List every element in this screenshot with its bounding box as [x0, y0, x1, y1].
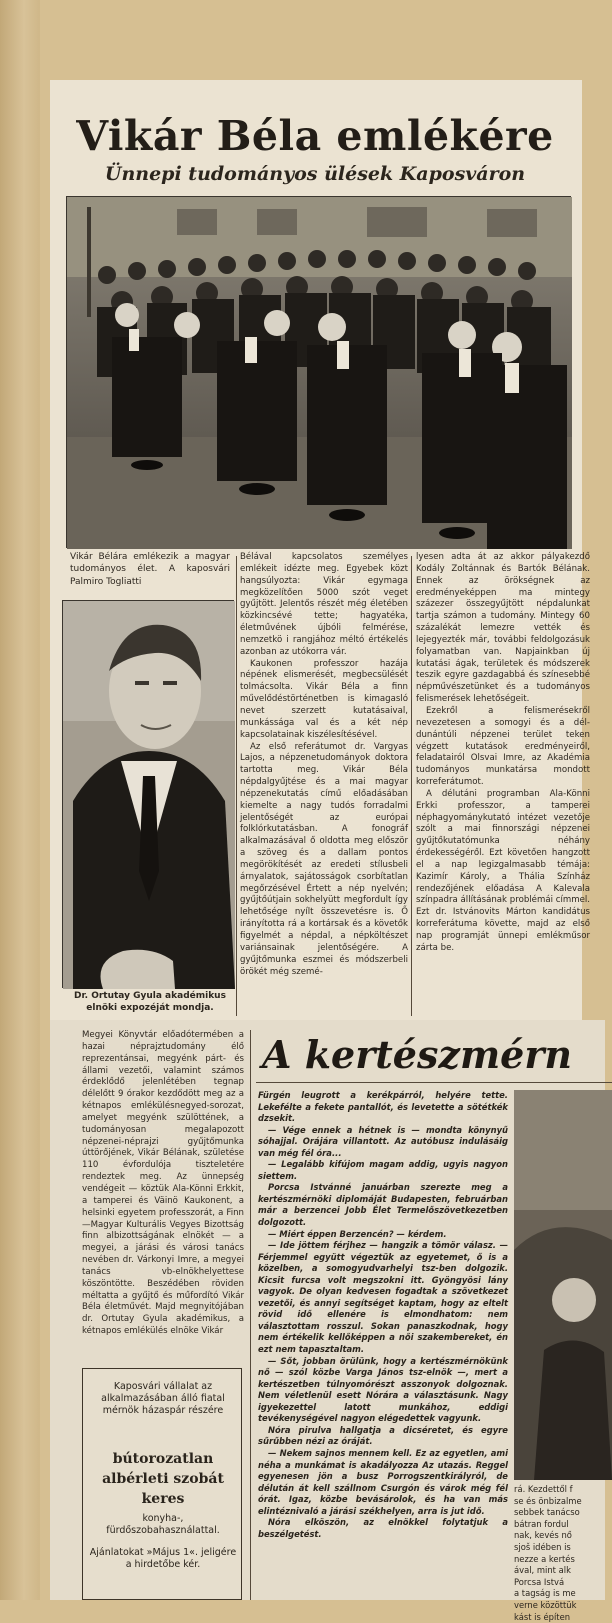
column-rule — [250, 1030, 251, 1600]
speaker-portrait — [63, 601, 235, 989]
text-fragment: sebbek tanácso — [514, 1507, 580, 1518]
paragraph: — Miért éppen Berzencén? — kérdem. — [268, 1228, 447, 1239]
greenhouse-illustration — [514, 1090, 612, 1480]
paragraph: Nóra elköszön, az elnökkel folytatjuk a beszélgetést. — [258, 1517, 508, 1539]
paragraph: — Sőt, jobban örülünk, hogy a kertészmérnökünk nő — szól közbe Varga János tsz-elnök —, mert a kertészetben túlnyomórészt asszonyok dolgoznak. Nem véletlenül esett Nórára a választásunk. Nagy igyekezettel latott munkához, eddigi tevékenységével nagyon elégedettek vagyunk. — [258, 1355, 508, 1424]
paragraph: — Legalább kifújom magam addig, ugyis nagyon siettem. — [258, 1159, 508, 1181]
ad-detail: konyha-, fürdőszobahasználattal. — [106, 1513, 220, 1536]
ad-intro: Kaposvári vállalat az alkalmazásában álló fiatal mérnök házaspár részére — [101, 1381, 225, 1416]
article-headline: Vikár Béla emlékére — [76, 112, 554, 160]
article-column-right — [416, 552, 590, 955]
paragraph: Porcsa Istvánné januárban szerezte meg a kertészmérnöki diplomáját Budapesten, februárban már a berzencei Jobb Élet Termelőszövetkezetben dolgozott. — [258, 1182, 508, 1228]
text-fragment: ával, mint alk — [514, 1565, 571, 1576]
text-fragment: se és önbizalme — [514, 1495, 582, 1506]
paragraph: Fürgén leugrott a kerékpárról, helyére tette. Lekefélte a fekete pantallót, és levetette a sötétkék dzsekit. — [258, 1090, 508, 1124]
paragraph: Bélával kapcsolatos személyes emlékeit idézte meg. Egyebek közt hangsúlyozta: Vikár egymaga megközelítően 5000 szót veget gyűjtött. Jelentős részét még életében közkincsévé tette; hagyatéka, életművének újbóli felmérése, nemzetkö i rangjához méltó értékelés azonban az utókorra vár. — [240, 552, 408, 657]
paragraph: Kaukonen professzor hazája népének elismerését, megbecsülését tolmácsolta. Vikár Béla a finn művelődéstörténetben is kimagasló nevet szerzett kutatásaival, munkássága val és a két nép kapcsolatainak kiszélesítésével. — [240, 658, 408, 740]
paragraph: Megyei Könyvtár előadótermében a hazai néprajztudomány élő reprezentánsai, megyénk párt- és állami vezetői, valamint számos érdeklődő jelenlétében tegnap délelőtt 9 órakor kezdődött meg az a kétnapos emlékülésnegyed-sorozat, amelyet megyénk szülöttének, a tudományosan megalapozott népzenei-néprajzi gyűjtőmunka úttörőjének, Vikár Bélának, születése 110 évfordulója tiszteletére rendeztek meg. Az ünnepség vendégeit — köztük Ala-Könni Erkkit, a tamperei és Väinö Kaukonent, a helsinki egyetem professzorát, a Finn—Magyar Kulturális Vegyes Bizottság finn albizottságának elnökét — a megyei, a járási és városi tanács nevében dr. Várkonyi Imre, a megyei tanács vb-elnökhelyettese köszöntötte. Beszédében röviden méltatta a gyűjtő és műfordító Vikár Béla életművét. Majd megnyitójában dr. Ortutay Gyula akadémikus, a kétnapos emlékülés elnöke Vikár — [82, 1030, 244, 1337]
classified-ad — [82, 1368, 242, 1600]
portrait-caption: Dr. Ortutay Gyula akadémikus elnöki expozéját mondja. — [74, 991, 226, 1014]
photo-caption: Vikár Bélára emlékezik a magyar tudományos élet. A kaposvári Palmiro Togliatti — [70, 552, 230, 587]
text-fragment: nak, kevés nő — [514, 1530, 572, 1541]
text-fragment: bátran fordul — [514, 1518, 569, 1529]
text-fragment: nezze a kertés — [514, 1553, 575, 1564]
second-article-body — [258, 1090, 508, 1540]
headline-rule — [256, 1082, 612, 1083]
second-article-photo — [514, 1090, 612, 1480]
column-rule — [411, 556, 412, 1016]
article-column-middle — [240, 552, 408, 978]
paragraph: A délutáni programban Ala-Könni Erkki professzor, a tamperei néphagyománykutató intézet vezetője szólt a mai finnországi népzenei gyűjtőkutatómunka néhány érdekességéről. Ezt követően hangzott el a nap legizgalmasabb témája: Kazimír Károly, a Thália Színház rendezőjének előadása A Kalevala színpadra állításának problémái címmel. Ezt dr. Istvánovits Márton kandidátus korreferátuma követte, majd az első nap programját ünnepi emlékműsor zárta be. — [416, 788, 590, 953]
second-article-headline: A kertészmérn — [262, 1032, 572, 1077]
paragraph: — Ide jöttem férjhez — hangzik a tömör válasz. — Férjemmel együtt végeztük az egyetemet, ő is a közelben, a somogyudvarhelyi tsz-ben dolgozik. Kicsit furcsa volt megszokni itt. Gyöngyösi lány vagyok. De olyan kedvesen fogadtak a szövetkezet vezetői, és annyi segítséget kaptam, hogy az eltelt rövid idő ellenére is elmondhatom: nem választottam rosszul. Sokan panaszkodnak, hogy nem értékelik kellőképpen a női szakembereket, én ezt nem tapasztaltam. — [258, 1240, 508, 1355]
assembly-photo — [66, 196, 571, 548]
paragraph: — Vége ennek a hétnek is — mondta könynyű sóhajjal. Orájára villantott. Az autóbusz indulásáig van még fél óra... — [258, 1124, 508, 1158]
text-fragment: kást is építen — [514, 1611, 571, 1622]
paragraph: lyesen adta át az akkor pályakezdő Kodály Zoltánnak és Bartók Bélának. Ennek az örökségnek az eredményeképpen ma mintegy százezer összegyűjtött népdalunkat tartja számon a tudomány. Mintegy 60 százalékát lemezre vették és lejegyezték már, további feldolgozásuk folyamatban van. Napjainkban új kutatási ágak, területek és módszerek teszik egyre gazdagabbá és színesebbé népművészetünket és a tudományos felismerések lehetőségeit. — [416, 552, 590, 705]
text-fragment: a tagság is me — [514, 1588, 576, 1599]
article-column-left-lower — [82, 1030, 244, 1338]
text-fragment: verne közöttük — [514, 1599, 577, 1610]
text-fragment: sjoš idében is — [514, 1541, 571, 1552]
article-subheadline: Ünnepi tudományos ülések Kaposváron — [104, 163, 526, 185]
ad-title: bútorozatlan albérleti szobát keres — [102, 1451, 224, 1507]
paragraph: Ezekről a felismerésekről nevezetesen a somogyi és a dél-dunántúli népzenei terület teken végzett kutatások eredményeiről, feladatairól Olsvai Imre, az Akadémia tudományos munkatársa mondott korreferátumot. — [416, 705, 590, 788]
column-rule — [236, 556, 237, 1016]
paragraph: Nóra pirulva hallgatja a dicséretet, és egyre sűrűbben nézi az óráját. — [258, 1424, 508, 1447]
portrait-photo — [62, 600, 234, 988]
page-binding — [0, 0, 40, 1600]
text-fragment: Porcsa Istvá — [514, 1576, 565, 1587]
paragraph: Az első referátumot dr. Vargyas Lajos, a népzenetudományok doktora tartotta meg. Vikár Béla népdalgyűjtése és a mai magyar népzenekutatás című előadásában kiemelte a nagy tudós forradalmi jelentőségét az európai folklórkutatásban. A fonográf alkalmazásával ő oldotta meg először a szöveg és a dallam pontos megörökítését az eredeti stílusbeli árnyalatok, sajátosságok csorbítatlan megőrzésével Értett a nép nyelvén; gyűjtőútjain sokhelyütt megfordult így lehetősége nyílt összevetésre is. Ő irányította rá a kortársak és a követők figyelmét a népdal, a népköltészet variánsainak jelentőségére. A gyűjtőmunka eszmei és módszerbeli örökét még szemé- — [240, 741, 408, 977]
ad-contact: Ajánlatokat »Május 1«. jeligére a hirdetőbe kér. — [89, 1547, 237, 1570]
audience-illustration — [67, 197, 572, 549]
text-fragment: rá. Kezdettől f — [514, 1484, 573, 1494]
paragraph: — Nekem sajnos mennem kell. Ez az egyetlen, ami néha a munkámat is akadályozza Az utazás. Reggel egyenesen jön a busz Porrogszentkirályról, de délután át kell szállnom Csurgón és várok még fél órát. Igaz, közbe bevásárolok, és ha van más elintéznivaló a járási székhelyen, arra is jut idő. — [258, 1447, 508, 1516]
second-article-right-column — [514, 1484, 612, 1623]
